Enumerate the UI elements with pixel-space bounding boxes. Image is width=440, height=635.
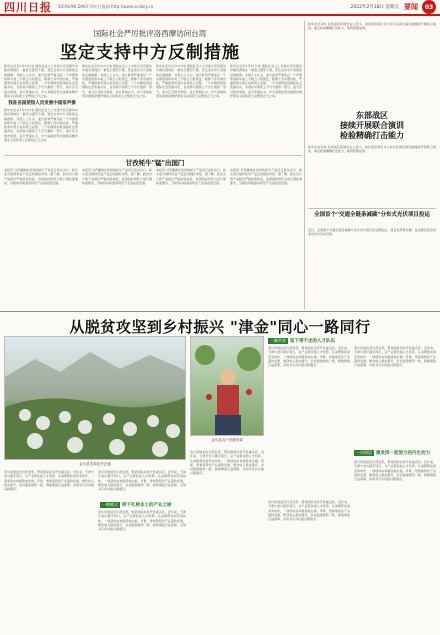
side-story-body: 新华社北京电 东部战区新闻发言人表示，战区组织海空兵力在台岛周边海空域继续开展联合演训，重点检验精确打击能力，取得预期成效。 bbox=[308, 145, 436, 154]
section-tag-1: 一颗苹果 bbox=[270, 338, 286, 343]
side-story2-body: 近日，全国首个交通全链条减碳分布式光伏项目在成都投运，项目利用停车棚、站房屋顶等空间建设光伏发电设施。 bbox=[308, 228, 436, 237]
feature-divider bbox=[0, 311, 440, 312]
section-tag-2: 一种模式 bbox=[102, 502, 118, 507]
orchard-landscape-photo[interactable] bbox=[4, 336, 186, 460]
masthead bbox=[0, 0, 440, 16]
farmer-photo-svg bbox=[191, 337, 264, 436]
landscape-caption: 金川县雪梨花开正盛 bbox=[79, 462, 111, 466]
mid-story-title[interactable]: 甘孜牦牛"锰"出国门 bbox=[125, 159, 185, 167]
section-title-1[interactable]: 留下带不走的人才队伍 bbox=[290, 339, 335, 344]
issue-date: 2022年2月18日 星期五 bbox=[350, 5, 399, 10]
side-title-2: 接续开展联合演训 bbox=[340, 120, 404, 130]
lead-subhead: 我驻各国使馆人员发展中国家声援 bbox=[8, 101, 76, 106]
feature-body-col6: 金川县地处四川西北部，曾是国家扶贫开发重点县。近年来，天津与金川携手同行，从产业帮扶到人才培养，从消费帮扶到劳务协作，一项项务实举措落地生根。苹果、雪梨等特色产业蓬勃发展，群众收入稳步提升，乡村面貌焕然一新，两地情谊日益深厚，共同书写乡村振兴新篇章。 bbox=[354, 346, 436, 368]
farmer-photo[interactable] bbox=[190, 336, 264, 436]
lead-headline[interactable]: 坚定支持中方反制措施 bbox=[60, 43, 240, 63]
feature-headline[interactable]: 从脱贫攻坚到乡村振兴 "津金"同心一路同行 bbox=[69, 318, 371, 336]
feature-body-col2-top: 金川县地处四川西北部，曾是国家扶贫开发重点县。近年来，天津与金川携手同行，从产业帮扶到人才培养，从消费帮扶到劳务协作，一项项务实举措落地生根。苹果、雪梨等特色产业蓬勃发展，群众收入稳步提升，乡村面貌焕然一新，两地情谊日益深厚，共同书写乡村振兴新篇章。 bbox=[98, 470, 186, 492]
feature-body-col3: 金川县地处四川西北部，曾是国家扶贫开发重点县。近年来，天津与金川携手同行，从产业帮扶到人才培养，从消费帮扶到劳务协作，一项项务实举措落地生根。苹果、雪梨等特色产业蓬勃发展，群众收入稳步提升，乡村面貌焕然一新，两地情谊日益深厚，共同书写乡村振兴新篇章。 bbox=[190, 450, 264, 476]
side-title-1: 东部战区 bbox=[356, 110, 388, 120]
lead-body-col1b: 新华社北京2月17日电 国际社会人士对美方官员窜访中国台湾地区一事表示强烈不满，坚定支持中方采取的反制措施。多国人士认为，美方此举严重违反一个中国原则和中美三个联合公报规定，粗暴干涉中国内政，严重损害中国主权和领土完整。一个中国原则是国际社会普遍共识，台湾是中国领土不可分割的一部分，美方应当恪守承诺。各方普遍认为，中方采取的坚决措施是维护国家主权和领土完整的正当之举。 bbox=[4, 108, 78, 143]
feature-body-col1: 金川县地处四川西北部，曾是国家扶贫开发重点县。近年来，天津与金川携手同行，从产业帮扶到人才培养，从消费帮扶到劳务协作，一项项务实举措落地生根。苹果、雪梨等特色产业蓬勃发展，群众收入稳步提升，乡村面貌焕然一新，两地情谊日益深厚，共同书写乡村振兴新篇章。 bbox=[4, 470, 94, 492]
orchard-landscape-svg bbox=[5, 337, 186, 460]
page-number: 03 bbox=[422, 0, 436, 14]
section-name: 要闻 bbox=[404, 3, 418, 11]
mid-body-col4: 本报讯 甘孜藏族自治州的牦牛产品近日首次出口，标志着当地特色农产品走向国际市场。据了解，此次出口的产品经过严格检验检疫，各项指标均符合进口国标准要求，当地将持续推动特色产业高质量发展。 bbox=[230, 168, 302, 185]
masthead-meta: SICHUAN DAILY 四川日报网 http://www.scdaily.cn bbox=[58, 4, 154, 9]
column-divider bbox=[304, 20, 305, 310]
feature-body-col4: 金川县地处四川西北部，曾是国家扶贫开发重点县。近年来，天津与金川携手同行，从产业帮扶到人才培养，从消费帮扶到劳务协作，一项项务实举措落地生根。苹果、雪梨等特色产业蓬勃发展，群众收入稳步提升，乡村面貌焕然一新，两地情谊日益深厚，共同书写乡村振兴新篇章。 bbox=[268, 500, 350, 522]
lead-body-col4: 新华社北京2月17日电 国际社会人士对美方官员窜访中国台湾地区一事表示强烈不满，坚定支持中方采取的反制措施。多国人士认为，美方此举严重违反一个中国原则和中美三个联合公报规定，粗暴干涉中国内政，严重损害中国主权和领土完整。一个中国原则是国际社会普遍共识，台湾是中国领土不可分割的一部分，美方应当恪守承诺。各方普遍认为，中方采取的坚决措施是维护国家主权和领土完整的正当之举。 bbox=[230, 64, 302, 99]
feature-body-col7: 金川县地处四川西北部，曾是国家扶贫开发重点县。近年来，天津与金川携手同行，从产业帮扶到人才培养，从消费帮扶到劳务协作，一项项务实举措落地生根。苹果、雪梨等特色产业蓬勃发展，群众收入稳步提升，乡村面貌焕然一新，两地情谊日益深厚，共同书写乡村振兴新篇章。 bbox=[354, 460, 436, 482]
feature-body-col2: 金川县地处四川西北部，曾是国家扶贫开发重点县。近年来，天津与金川携手同行，从产业帮扶到人才培养，从消费帮扶到劳务协作，一项项务实举措落地生根。苹果、雪梨等特色产业蓬勃发展，群众收入稳步提升，乡村面貌焕然一新，两地情谊日益深厚，共同书写乡村振兴新篇章。 bbox=[98, 510, 186, 532]
section-title-3[interactable]: 激发同一起努力的内生动力 bbox=[376, 451, 430, 456]
lead-kicker: 国际社会严厉批评洛西摩访问台湾 bbox=[93, 29, 207, 38]
right-top-body: 新华社北京电 东部战区新闻发言人表示，战区组织海空兵力在台岛周边海空域继续开展联合演训，重点检验精确打击能力，取得预期成效。 bbox=[308, 22, 436, 31]
lead-body-col2: 新华社北京2月17日电 国际社会人士对美方官员窜访中国台湾地区一事表示强烈不满，坚定支持中方采取的反制措施。多国人士认为，美方此举严重违反一个中国原则和中美三个联合公报规定，粗暴干涉中国内政，严重损害中国主权和领土完整。一个中国原则是国际社会普遍共识，台湾是中国领土不可分割的一部分，美方应当恪守承诺。各方普遍认为，中方采取的坚决措施是维护国家主权和领土完整的正当之举。 bbox=[82, 64, 152, 99]
side-story2-title[interactable]: 全国首个"交通全链条减碳"分布式光伏项目投运 bbox=[314, 212, 430, 218]
lead-body-col3: 新华社北京2月17日电 国际社会人士对美方官员窜访中国台湾地区一事表示强烈不满，坚定支持中方采取的反制措施。多国人士认为，美方此举严重违反一个中国原则和中美三个联合公报规定，粗暴干涉中国内政，严重损害中国主权和领土完整。一个中国原则是国际社会普遍共识，台湾是中国领土不可分割的一部分，美方应当恪守承诺。各方普遍认为，中方采取的坚决措施是维护国家主权和领土完整的正当之举。 bbox=[156, 64, 226, 99]
side-title-3: 检验精确打击能力 bbox=[340, 130, 404, 140]
mid-body-col1: 本报讯 甘孜藏族自治州的牦牛产品近日首次出口，标志着当地特色农产品走向国际市场。据了解，此次出口的产品经过严格检验检疫，各项指标均符合进口国标准要求，当地将持续推动特色产业高质量发展。 bbox=[4, 168, 78, 185]
side-divider bbox=[308, 208, 436, 209]
mid-body-col3: 本报讯 甘孜藏族自治州的牦牛产品近日首次出口，标志着当地特色农产品走向国际市场。据了解，此次出口的产品经过严格检验检疫，各项指标均符合进口国标准要求，当地将持续推动特色产业高质量发展。 bbox=[156, 168, 226, 185]
side-story-heading[interactable] bbox=[308, 110, 436, 140]
lead-body-col1: 新华社北京2月17日电 国际社会人士对美方官员窜访中国台湾地区一事表示强烈不满，坚定支持中方采取的反制措施。多国人士认为，美方此举严重违反一个中国原则和中美三个联合公报规定，粗暴干涉中国内政，严重损害中国主权和领土完整。一个中国原则是国际社会普遍共识，台湾是中国领土不可分割的一部分，美方应当恪守承诺。各方普遍认为，中方采取的坚决措施是维护国家主权和领土完整的正当之举。 bbox=[4, 64, 78, 98]
feature-body-col5: 金川县地处四川西北部，曾是国家扶贫开发重点县。近年来，天津与金川携手同行，从产业帮扶到人才培养，从消费帮扶到劳务协作，一项项务实举措落地生根。苹果、雪梨等特色产业蓬勃发展，群众收入稳步提升，乡村面貌焕然一新，两地情谊日益深厚，共同书写乡村振兴新篇章。 bbox=[268, 346, 350, 368]
newspaper-logo[interactable]: 四川日报 bbox=[4, 1, 52, 14]
section-divider bbox=[4, 155, 302, 156]
mid-body-col2: 本报讯 甘孜藏族自治州的牦牛产品近日首次出口，标志着当地特色农产品走向国际市场。据了解，此次出口的产品经过严格检验检疫，各项指标均符合进口国标准要求，当地将持续推动特色产业高质量发展。 bbox=[82, 168, 152, 185]
farmer-caption: 金川县农户采摘苹果 bbox=[211, 438, 243, 442]
section-title-2[interactable]: 种下扎根本土的产业之树 bbox=[122, 503, 172, 508]
section-tag-3: 一份情谊 bbox=[356, 450, 372, 455]
